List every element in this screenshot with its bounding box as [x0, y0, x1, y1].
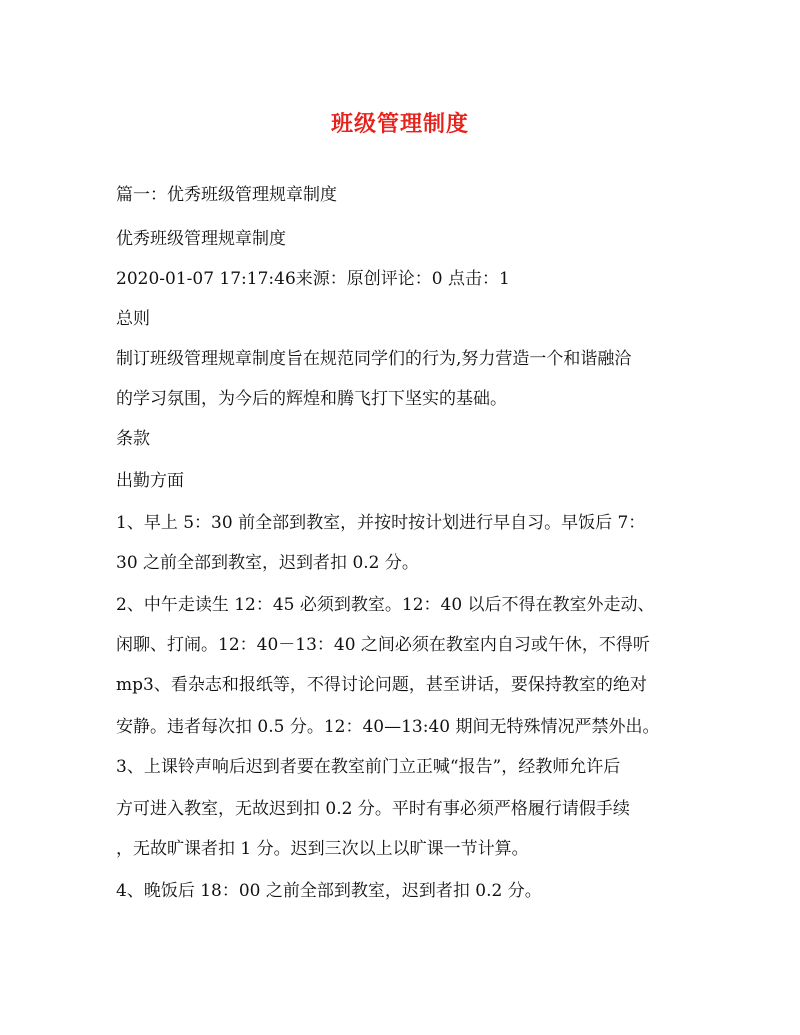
article-meta: 2020-01-07 17:17:46来源：原创评论：0 点击：1 — [116, 269, 510, 289]
rule-line: 方可进入教室，无故迟到扣 0.2 分。平时有事必须严格履行请假手续 — [116, 799, 630, 819]
rule-line: 3、上课铃声响后迟到者要在教室前门立正喊“报告”，经教师允许后 — [116, 757, 621, 777]
paragraph-line: 制订班级管理规章制度旨在规范同学们的行为,努力营造一个和谐融洽 — [116, 349, 632, 369]
rule-line: 1、早上 5：30 前全部到教室，并按时按计划进行早自习。早饭后 7： — [116, 513, 646, 533]
rule-line: 安静。违者每次扣 0.5 分。12：40—13:40 期间无特殊情况严禁外出。 — [116, 717, 660, 737]
rule-line: 闲聊、打闹。12：40－13：40 之间必须在教室内自习或午休，不得听 — [116, 635, 650, 655]
rule-line: 30 之前全部到教室，迟到者扣 0.2 分。 — [116, 553, 419, 573]
heading-general: 总则 — [116, 309, 150, 329]
section-heading: 篇一：优秀班级管理规章制度 — [116, 185, 337, 205]
heading-attendance: 出勤方面 — [116, 471, 184, 491]
document-title: 班级管理制度 — [330, 111, 469, 137]
rule-line: 4、晚饭后 18：00 之前全部到教室，迟到者扣 0.2 分。 — [116, 881, 542, 901]
heading-clauses: 条款 — [116, 429, 150, 449]
rule-line: mp3、看杂志和报纸等，不得讨论问题，甚至讲话，要保持教室的绝对 — [116, 675, 647, 695]
article-title: 优秀班级管理规章制度 — [116, 229, 286, 249]
rule-line: ，无故旷课者扣 1 分。迟到三次以上以旷课一节计算。 — [116, 839, 529, 859]
paragraph-line: 的学习氛围，为今后的辉煌和腾飞打下坚实的基础。 — [116, 389, 507, 409]
rule-line: 2、中午走读生 12：45 必须到教室。12：40 以后不得在教室外走动、 — [116, 595, 655, 615]
